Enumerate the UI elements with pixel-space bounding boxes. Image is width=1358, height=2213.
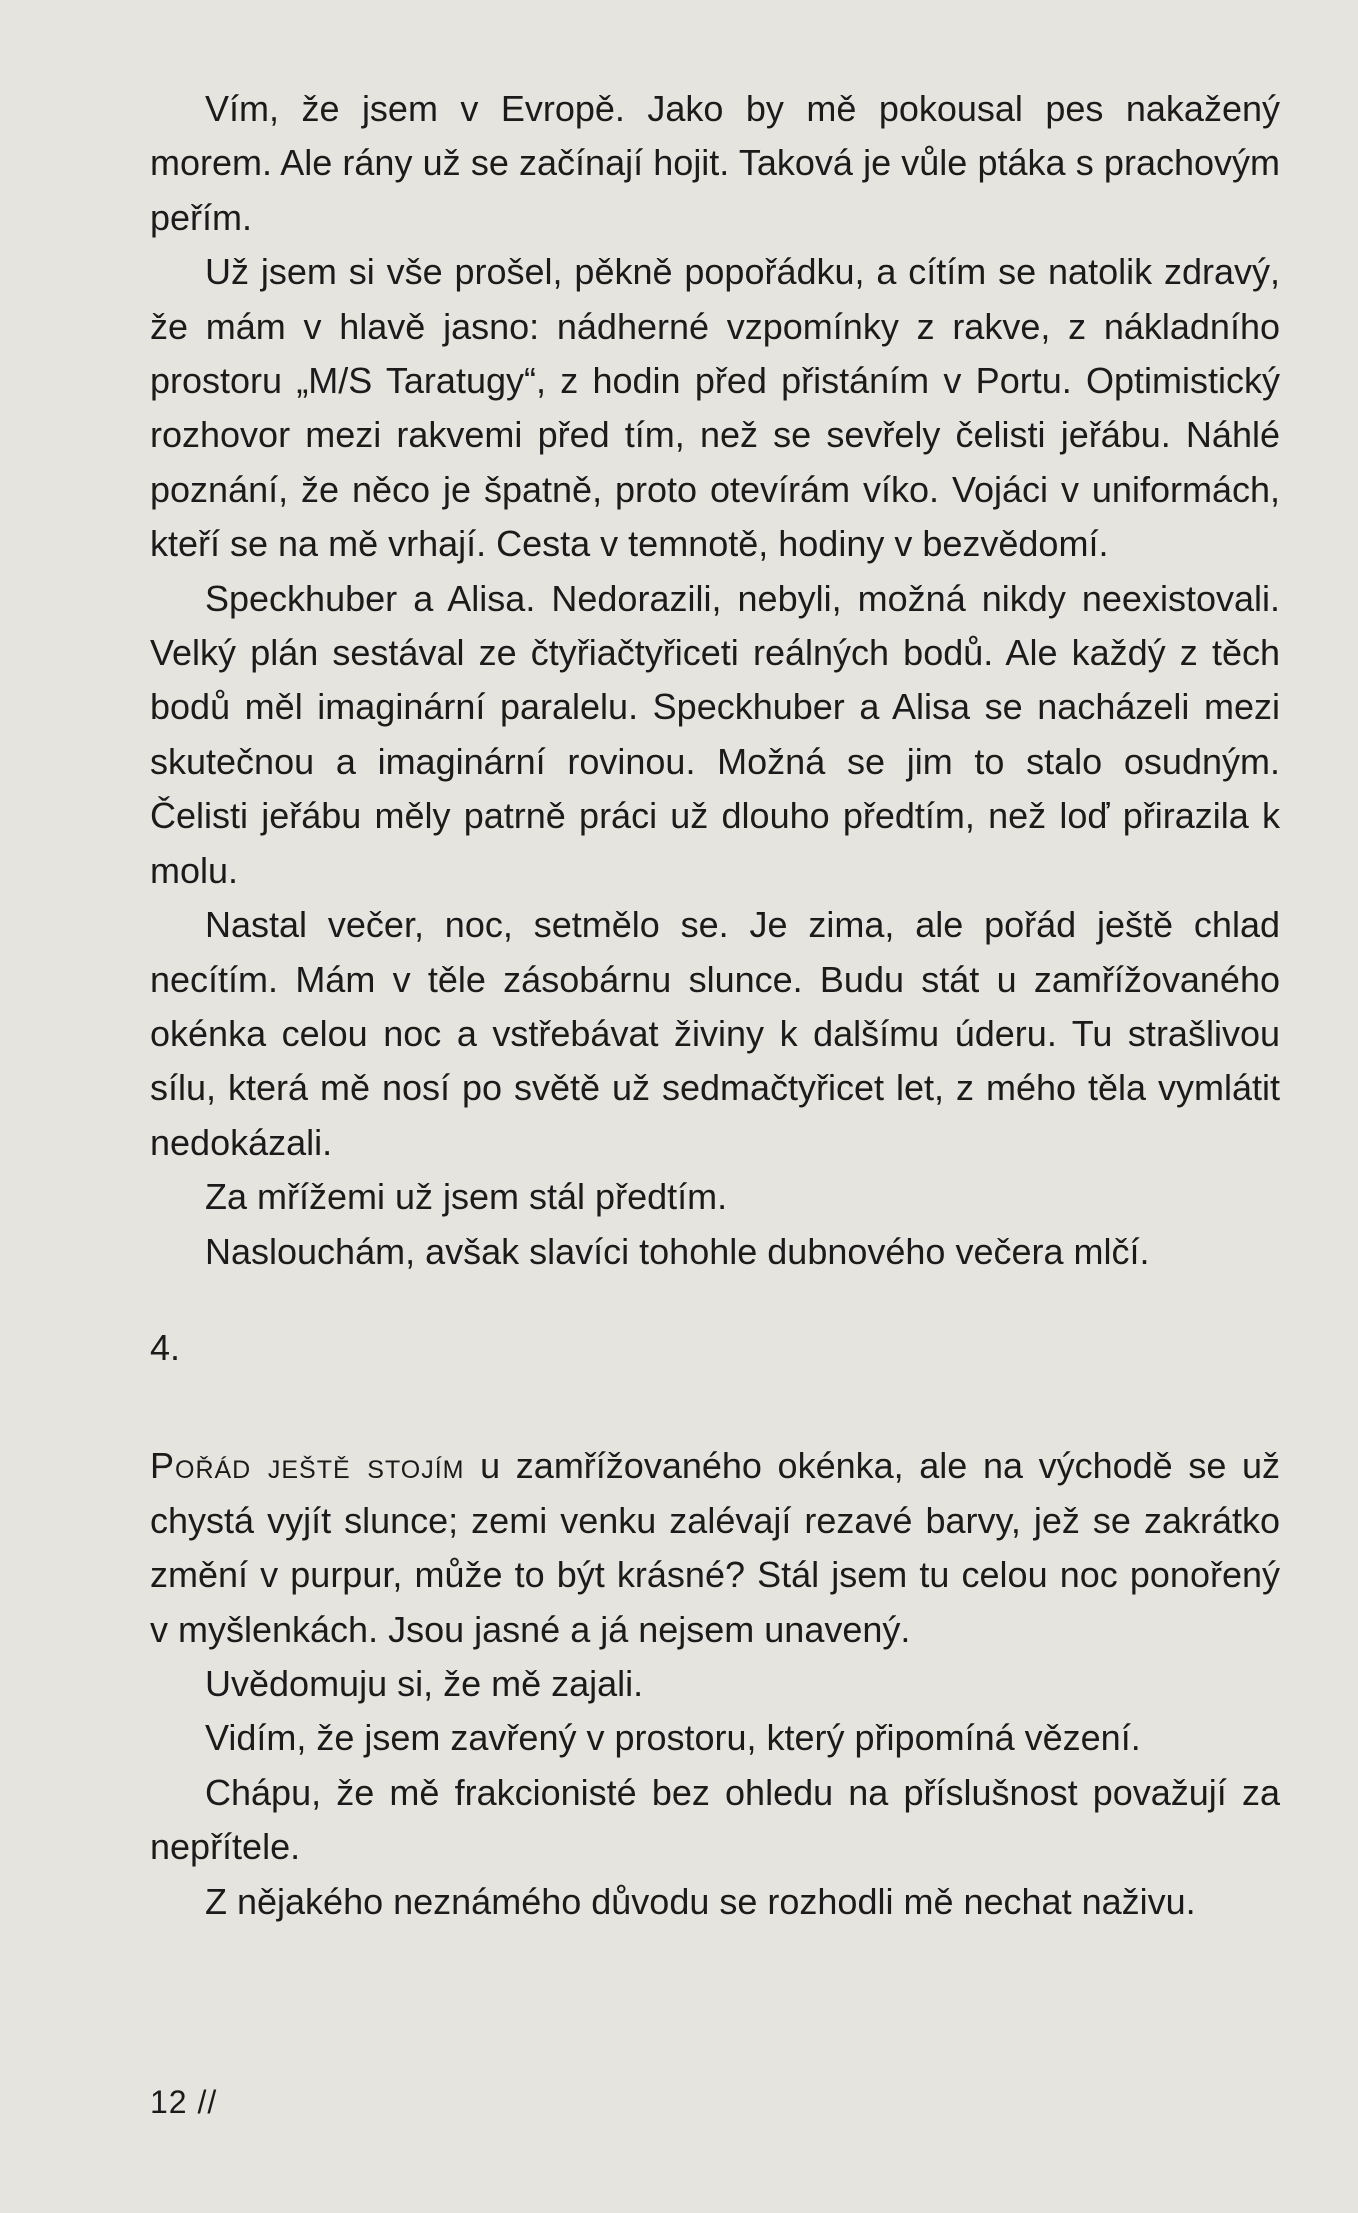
paragraph: Za mřížemi už jsem stál předtím. [205,1176,728,1218]
paragraph: Už jsem si vše prošel, pěkně popořádku, a cítím se natolik zdravý, že mám v hlavě jasno: nádherné vzpomínky z rakve, z nákladního prostoru „M/S Taratugy“, z hodin před přistáním v Portu. Optimistický rozhovor mezi rakvemi před tím, než se sevřely čelisti jeřábu. Náhlé poznání, že něco je špatně, proto otevírám víko. Vojáci v uniformách, kteří se na mě vrhají. Cesta v temnotě, hodiny v bezvědomí. [150,251,1280,565]
page-body [150,82,1280,1929]
chapter-opening-text: u zamřížovaného okénka, ale na východě se už chystá vyjít slunce; zemi venku zalévají rezavé barvy, jež se zakrátko změní v purpur, může to být krásné? Stál jsem tu celou noc ponořený v myšlenkách. Jsou jasné a já nejsem unavený. [150,1445,1280,1650]
chapter-opening-paragraph [150,1439,1280,1657]
paragraph: Vím, že jsem v Evropě. Jako by mě pokousal pes nakažený morem. Ale rány už se začínají hojit. Taková je vůle ptáka s prachovým peřím. [150,88,1280,238]
paragraph: Speckhuber a Alisa. Nedorazili, nebyli, možná nikdy neexistovali. Velký plán sestával ze čtyřiačtyřiceti reálných bodů. Ale každý z těch bodů měl imaginární paralelu. Speckhuber a Alisa se nacházeli mezi skutečnou a imaginární rovinou. Možná se jim to stalo osudným. Čelisti jeřábu měly patrně práci už dlouho předtím, než loď přirazila k molu. [150,577,1280,891]
page-number: 12 // [150,2084,218,2120]
chapter-number: 4. [150,1326,181,1368]
paragraph: Chápu, že mě frakcionisté bez ohledu na příslušnost považují za nepřítele. [150,1771,1280,1868]
paragraph: Nastal večer, noc, setmělo se. Je zima, ale pořád ještě chlad necítím. Mám v těle zásobárnu slunce. Budu stát u zamřížovaného okénka celou noc a vstřebávat živiny k dalšímu úderu. Tu strašlivou sílu, která mě nosí po světě už sedmačtyřicet let, z mého těla vymlátit nedokázali. [150,904,1280,1163]
paragraph: Vidím, že jsem zavřený v prostoru, který připomíná vězení. [205,1717,1141,1759]
paragraph: Uvědomuju si, že mě zajali. [205,1662,644,1704]
paragraph: Naslouchám, avšak slavíci tohohle dubnového večera mlčí. [205,1230,1150,1272]
chapter-opening-smallcaps: Pořád ještě stojím [150,1445,465,1487]
paragraph: Z nějakého neznámého důvodu se rozhodli mě nechat naživu. [205,1880,1196,1922]
